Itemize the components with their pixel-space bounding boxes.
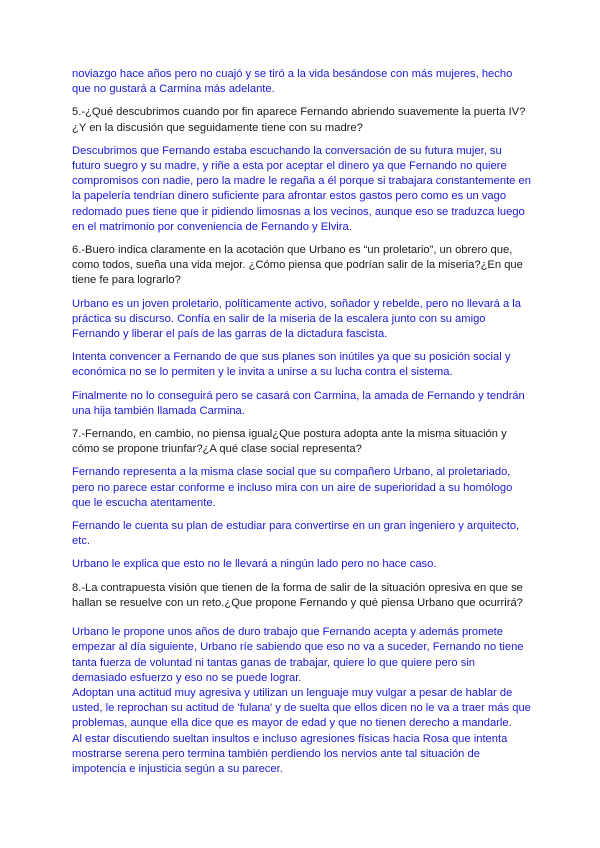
question-8: 8.-La contrapuesta visión que tienen de la forma de salir de la situación opresiva en que se hallan se resuelve con un reto.¿Que propone Fernando y qué piensa Urbano que ocurrirá? [72,581,523,609]
answer-paragraph: Urbano le propone unos años de duro trabajo que Fernando acepta y además promete empezar al día siguiente, Urbano ríe sabiendo que eso no va a suceder, Fernando no tiene tanta fuerza de voluntad ni tantas ganas de trabajar, quiere lo que quiere pero sin demasiado esfuerzo y eso no se puede lograr. [72,626,524,684]
answer-paragraph: Descubrimos que Fernando estaba escuchando la conversación de su futura mujer, su futuro suegro y su madre, y riñe a esta por aceptar el dinero ya que Fernando no quiere compromisos con nadie, pero la madre le regaña a él porque si trabajara constantemente en la papelería tendrían dinero suficiente para afrontar estos gastos pero como es un vago redomado pues tiene que ir pidiendo limosnas a los vecinos, aunque eso se traduzca luego en el matrimonio por conveniencia de Fernando y Elvira. [72,144,531,233]
answer-paragraph: Fernando representa a la misma clase social que su compañero Urbano, al proletariado, pero no parece estar conforme e incluso mira con un aire de superioridad a su homólogo que le escucha atentamente. [72,466,513,509]
answer-paragraph: Intenta convencer a Fernando de que sus planes son inútiles ya que su posición social y económica no se lo permiten y le invita a unirse a su lucha contra el sistema. [72,351,511,379]
answer-paragraph: Fernando le cuenta su plan de estudiar para convertirse en un gran ingeniero y arquitecto, etc. [72,520,520,548]
answer-paragraph: Finalmente no lo conseguirá pero se casará con Carmina, la amada de Fernando y tendrán una hija también llamada Carmina. [72,389,525,417]
question-7: 7.-Fernando, en cambio, no piensa igual¿Que postura adopta ante la misma situación y cómo se propone triunfar?¿A qué clase social representa? [72,428,507,456]
question-5: 5.-¿Qué descubrimos cuando por fin aparece Fernando abriendo suavemente la puerta IV?¿Y en la discusión que seguidamente tiene con su madre? [72,106,526,134]
document-page [72,67,532,777]
question-6: 6.-Buero indica claramente en la acotación que Urbano es “un proletario”, un obrero que, como todos, sueña una vida mejor. ¿Cómo piensa que podrían salir de la miseria?¿En que tiene fe para lograrlo? [72,244,523,287]
answer-paragraph: noviazgo hace años pero no cuajó y se tiró a la vida besándose con más mujeres, hecho que no gustará a Carmina más adelante. [72,68,513,96]
answer-paragraph: Urbano le explica que esto no le llevará a ningún lado pero no hace caso. [72,558,437,571]
answer-paragraph: Al estar discutiendo sueltan insultos e incluso agresiones físicas hacia Rosa que intenta mostrarse serena pero termina también perdiendo los nervios ante tal situación de impotencia e injusticia según a su parecer. [72,732,508,775]
answer-paragraph: Adoptan una actitud muy agresiva y utilizan un lenguaje muy vulgar a pesar de hablar de usted, le reprochan su actitud de 'fulana' y de suelta que ellos dicen no le va a traer más que problemas, aunque ella dice que es mayor de edad y que no tienen derecho a mandarle. [72,686,531,730]
answer-paragraph: Urbano es un joven proletario, políticamente activo, soñador y rebelde, pero no llevará a la práctica su discurso. Confía en salir de la miseria de la escalera junto con su amigo Fernando y liberar el país de las garras de la dictadura fascista. [72,297,522,341]
